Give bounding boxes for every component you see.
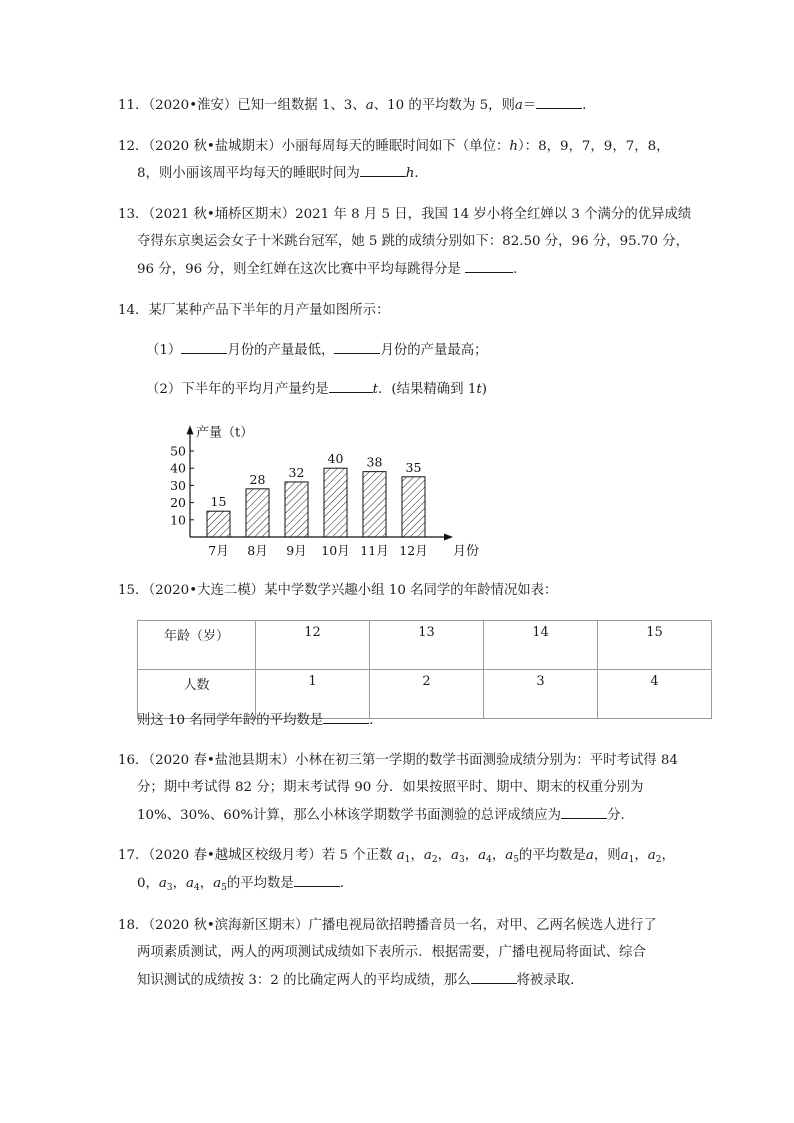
- question-13: 13．（2021 秋•埇桥区期末）2021 年 8 月 5 日，我国 14 岁小将全红婵以 3 个满分的优异成绩: [118, 207, 692, 222]
- question-source: （2021 秋•埇桥区期末）: [148, 207, 296, 222]
- question-11: 11．（2020•淮安）已知一组数据 1、3、a、10 的平均数为 5，则a＝ ．: [118, 98, 596, 113]
- question-source: （2020 春•盐池县期末）: [148, 753, 296, 768]
- question-14-part1: （1） 月份的产量最低， 月份的产量最高；: [146, 343, 488, 358]
- bar: [402, 477, 425, 537]
- table-cell: 13: [370, 621, 484, 670]
- question-number: 16．: [118, 753, 149, 768]
- question-18: 18．（2020 秋•滨海新区期末）广播电视局欲招聘播音员一名，对甲、乙两名候选人进行了: [118, 918, 657, 933]
- answer-blank[interactable]: [360, 164, 406, 177]
- bar-value-label: 35: [405, 459, 422, 475]
- question-number: 17．: [118, 848, 149, 863]
- y-tick-label: 40: [170, 460, 186, 476]
- bar-value-label: 40: [327, 451, 344, 467]
- question-14-part2: （2）下半年的平均月产量约是 t．(结果精确到 1t): [146, 382, 487, 397]
- answer-blank[interactable]: [323, 711, 369, 724]
- x-tick-label: 8月: [247, 543, 268, 558]
- x-tick-label: 9月: [286, 543, 307, 558]
- question-15-line2: 则这 10 名同学年龄的平均数是 ．: [137, 713, 383, 728]
- bar: [246, 489, 269, 537]
- x-tick-label: 10月: [321, 543, 350, 558]
- question-source: （2020 春•越城区校级月考）: [148, 848, 322, 863]
- question-source: （2020•大连二模）: [148, 583, 265, 598]
- question-14: 14．某厂某种产品下半年的月产量如图所示：: [118, 303, 390, 318]
- question-18-line2: 两项素质测试，两人的两项测试成绩如下表所示．根据需要，广播电视局将面试、综合: [137, 945, 646, 960]
- question-16: 16．（2020 春•盐池县期末）小林在初三第一学期的数学书面测验成绩分别为：平时考试得 84: [118, 753, 678, 768]
- bar: [363, 472, 386, 537]
- x-axis-label: 月份: [453, 544, 480, 559]
- question-source: （2020 秋•盐城期末）: [148, 139, 282, 154]
- bar: [285, 482, 308, 537]
- table-row: [138, 621, 712, 670]
- question-number: 13．: [118, 207, 149, 222]
- answer-blank[interactable]: [471, 971, 517, 984]
- y-axis-arrow: [187, 425, 194, 434]
- bar: [207, 511, 230, 537]
- question-16-line3: 10%、30%、60%计算，那么小林该学期数学书面测验的总评成绩应为 分．: [137, 808, 634, 823]
- table-header-cell: 人数: [138, 670, 256, 719]
- y-tick-label: 30: [170, 477, 186, 493]
- question-number: 11．: [118, 98, 149, 113]
- question-number: 14．: [118, 303, 149, 318]
- bar-value-label: 28: [249, 471, 266, 487]
- answer-blank[interactable]: [181, 341, 227, 354]
- bar: [324, 468, 347, 537]
- bar-chart: [160, 412, 480, 562]
- table-cell: 3: [484, 670, 598, 719]
- answer-blank[interactable]: [334, 341, 380, 354]
- table-cell: 15: [598, 621, 712, 670]
- y-tick-label: 20: [170, 495, 186, 511]
- x-axis-arrow: [444, 534, 453, 541]
- question-13-line3: 96 分，96 分，则全红婵在这次比赛中平均每跳得分是 ．: [137, 262, 527, 277]
- question-source: （2020 秋•滨海新区期末）: [148, 918, 309, 933]
- question-source: （2020•淮安）: [148, 98, 238, 113]
- question-13-line2: 夺得东京奥运会女子十米跳台冠军，她 5 跳的成绩分别如下：82.50 分，96 分，95.70 分，: [137, 234, 690, 249]
- x-tick-label: 12月: [399, 543, 428, 558]
- x-tick-label: 11月: [360, 543, 389, 558]
- question-12: 12．（2020 秋•盐城期末）小丽每周每天的睡眠时间如下（单位：h）：8，9，7，9，7，8，: [118, 139, 670, 154]
- y-tick-label: 50: [170, 443, 186, 459]
- bar-value-label: 15: [210, 494, 227, 510]
- x-tick-label: 7月: [208, 543, 229, 558]
- y-tick-label: 10: [170, 512, 186, 528]
- answer-blank[interactable]: [465, 260, 513, 273]
- table-cell: 1: [256, 670, 370, 719]
- question-15: 15．（2020•大连二模）某中学数学兴趣小组 10 名同学的年龄情况如表：: [118, 583, 558, 598]
- answer-blank[interactable]: [329, 380, 373, 393]
- y-axis-label: 产量（t）: [196, 425, 254, 441]
- answer-blank[interactable]: [536, 96, 582, 109]
- question-number: 15．: [118, 583, 149, 598]
- answer-blank[interactable]: [561, 806, 607, 819]
- question-17: 17．（2020 春•越城区校级月考）若 5 个正数 $a_1$，$a_2$，$a_3$，$a_4$，$a_5$的平均数是a，则$a_1$，$a_2$，: [118, 848, 675, 865]
- question-18-line3: 知识测试的成绩按 3：2 的比确定两人的平均成绩，那么 将被录取．: [137, 973, 584, 988]
- age-table: [137, 620, 712, 719]
- table-cell: 4: [598, 670, 712, 719]
- question-number: 12．: [118, 139, 149, 154]
- question-number: 18．: [118, 918, 149, 933]
- bar-value-label: 32: [288, 464, 305, 480]
- table-cell: 2: [370, 670, 484, 719]
- question-16-line2: 分；期中考试得 82 分；期末考试得 90 分．如果按照平时、期中、期末的权重分别为: [137, 780, 644, 795]
- question-12-line2: 8，则小丽该周平均每天的睡眠时间为 h．: [137, 166, 428, 181]
- table-cell: 14: [484, 621, 598, 670]
- bar-value-label: 38: [366, 454, 383, 470]
- question-17-line2: 0，$a_3$，$a_4$，$a_5$的平均数是 ．: [137, 876, 354, 893]
- answer-blank[interactable]: [294, 874, 340, 887]
- table-cell: 12: [256, 621, 370, 670]
- table-header-cell: 年龄（岁）: [138, 621, 256, 670]
